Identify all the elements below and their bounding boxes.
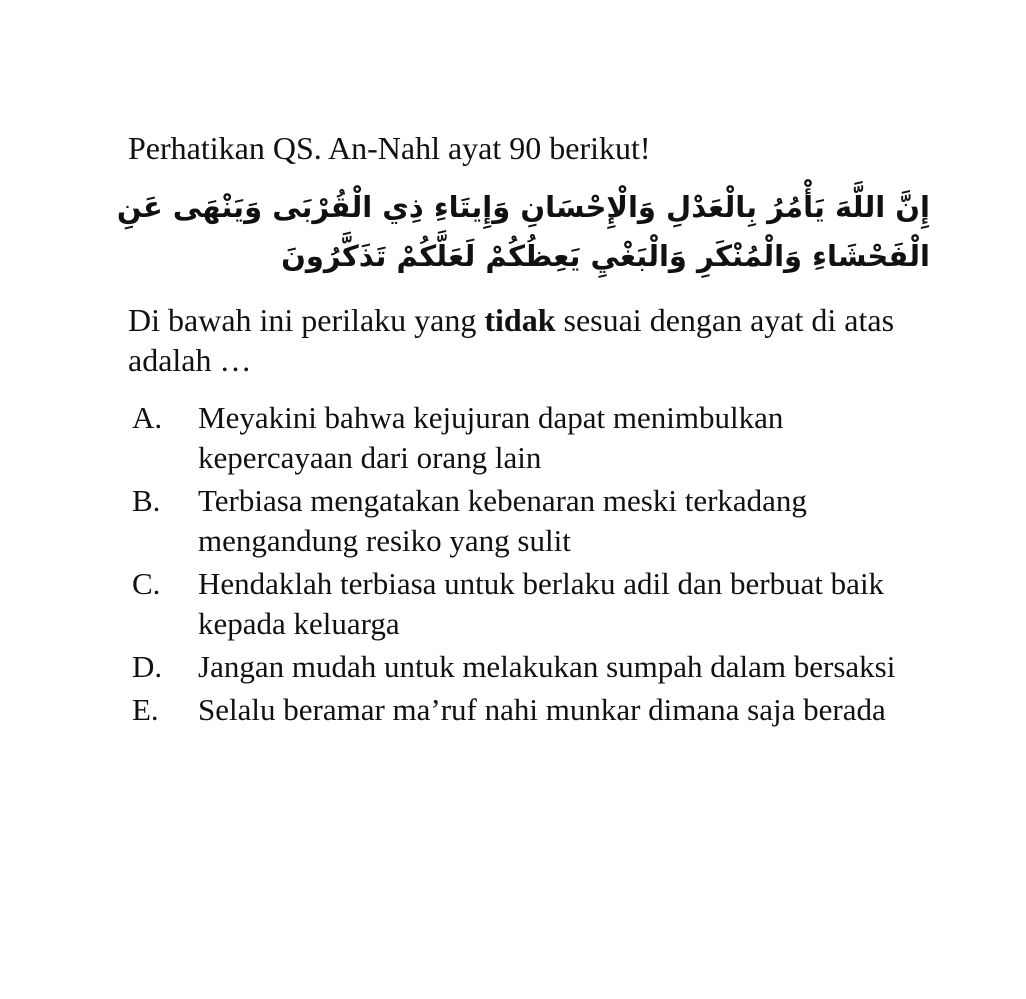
question-text-after: sesuai dengan ayat di atas adalah … — [128, 302, 895, 378]
option-text: Meyakini bahwa kejujuran dapat menimbulkan kepercayaan dari orang lain — [198, 400, 784, 475]
intro-text: Perhatikan QS. An-Nahl ayat 90 berikut! — [128, 130, 651, 166]
option-a[interactable] — [128, 398, 928, 478]
option-letter: E. — [132, 692, 159, 727]
option-text: Terbiasa mengatakan kebenaran meski terkadang mengandung resiko yang sulit — [198, 483, 807, 558]
question-text-before: Di bawah ini perilaku yang — [128, 302, 485, 338]
option-e[interactable] — [128, 690, 928, 730]
option-text: Jangan mudah untuk melakukan sumpah dalam bersaksi — [198, 649, 896, 684]
question-text — [128, 300, 928, 380]
option-letter: A. — [132, 400, 163, 435]
question-emphasis: tidak — [484, 302, 556, 338]
option-letter: B. — [132, 483, 161, 518]
option-text: Selalu beramar ma’ruf nahi munkar dimana saja berada — [198, 692, 886, 727]
option-text: Hendaklah terbiasa untuk berlaku adil dan berbuat baik kepada keluarga — [198, 566, 885, 641]
arabic-verse-line-1: إِنَّ اللَّهَ يَأْمُرُ بِالْعَدْلِ وَالْإِحْسَانِ وَإِيتَاءِ ذِي الْقُرْبَى وَيَنْهَى عَنِ — [116, 190, 930, 224]
option-c[interactable] — [128, 564, 928, 644]
option-letter: C. — [132, 566, 161, 601]
answer-options — [128, 398, 928, 733]
option-letter: D. — [132, 649, 163, 684]
option-b[interactable] — [128, 481, 928, 561]
option-d[interactable] — [128, 647, 928, 687]
arabic-verse-line-2: الْفَحْشَاءِ وَالْمُنْكَرِ وَالْبَغْيِ يَعِظُكُمْ لَعَلَّكُمْ تَذَكَّرُونَ — [281, 239, 930, 273]
